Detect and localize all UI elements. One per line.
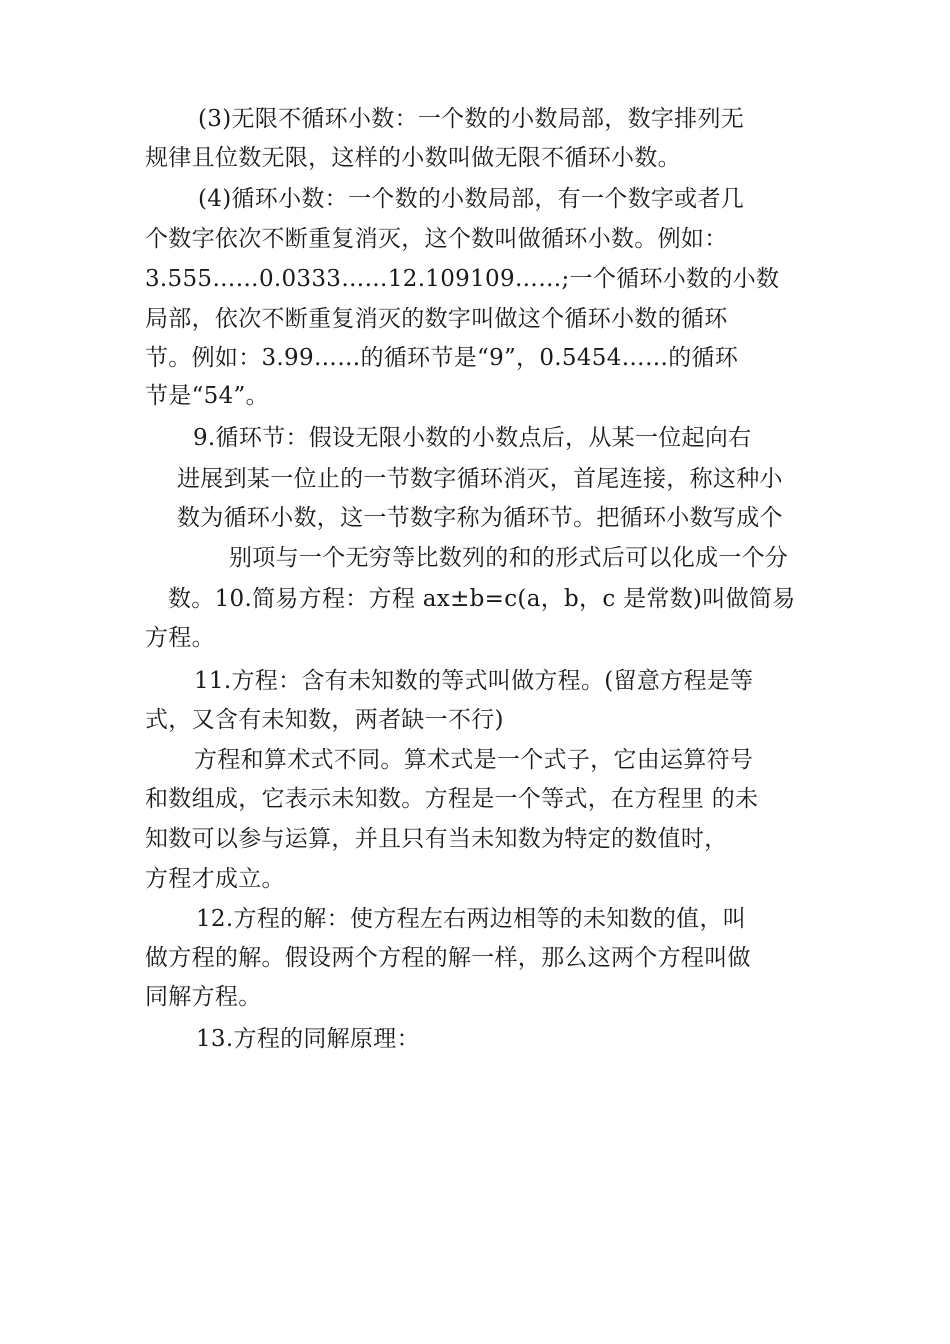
- text-line: 方程才成立。: [145, 866, 285, 892]
- text-line: 节是“54”。: [145, 383, 269, 409]
- text-line: 13.方程的同解原理：: [196, 1026, 420, 1052]
- text-line: (4)循环小数：一个数的小数局部，有一个数字或者几: [198, 186, 745, 212]
- text-line: 个数字依次不断重复消灭，这个数叫做循环小数。例如：: [145, 226, 728, 252]
- text-line: 规律且位数无限，这样的小数叫做无限不循环小数。: [145, 145, 681, 171]
- text-line: 式，又含有未知数，两者缺一不行): [145, 707, 504, 733]
- text-line: 和数组成，它表示未知数。方程是一个等式，在方程里 的未: [145, 786, 759, 812]
- text-line: 知数可以参与运算，并且只有当未知数为特定的数值时，: [145, 826, 728, 852]
- text-line: 9.循环节：假设无限小数的小数点后，从某一位起向右: [193, 425, 752, 451]
- text-line: 11.方程：含有未知数的等式叫做方程。(留意方程是等: [194, 668, 754, 694]
- text-line: 同解方程。: [145, 984, 262, 1010]
- text-line: 局部，依次不断重复消灭的数字叫做这个循环小数的循环: [145, 306, 728, 332]
- text-line: 3.555……0.0333……12.109109……;一个循环小数的小数: [145, 266, 780, 292]
- text-line: 数为循环小数，这一节数字称为循环节。把循环小数写成个: [177, 505, 783, 531]
- text-line: 方程和算术式不同。算术式是一个式子，它由运算符号: [194, 747, 754, 773]
- text-line: 做方程的解。假设两个方程的解一样，那么这两个方程叫做: [145, 945, 751, 971]
- text-line: 数。10.简易方程：方程 ax±b=c(a，b，c 是常数)叫做简易: [168, 586, 796, 612]
- text-line: 节。例如：3.99……的循环节是“9”，0.5454……的循环: [145, 345, 739, 371]
- text-line: (3)无限不循环小数：一个数的小数局部，数字排列无: [198, 106, 745, 132]
- text-line: 别项与一个无穷等比数列的和的形式后可以化成一个分: [229, 545, 789, 571]
- text-line: 方程。: [145, 625, 215, 651]
- text-line: 进展到某一位止的一节数字循环消灭，首尾连接，称这种小: [177, 466, 783, 492]
- text-line: 12.方程的解：使方程左右两边相等的未知数的值，叫: [196, 906, 747, 932]
